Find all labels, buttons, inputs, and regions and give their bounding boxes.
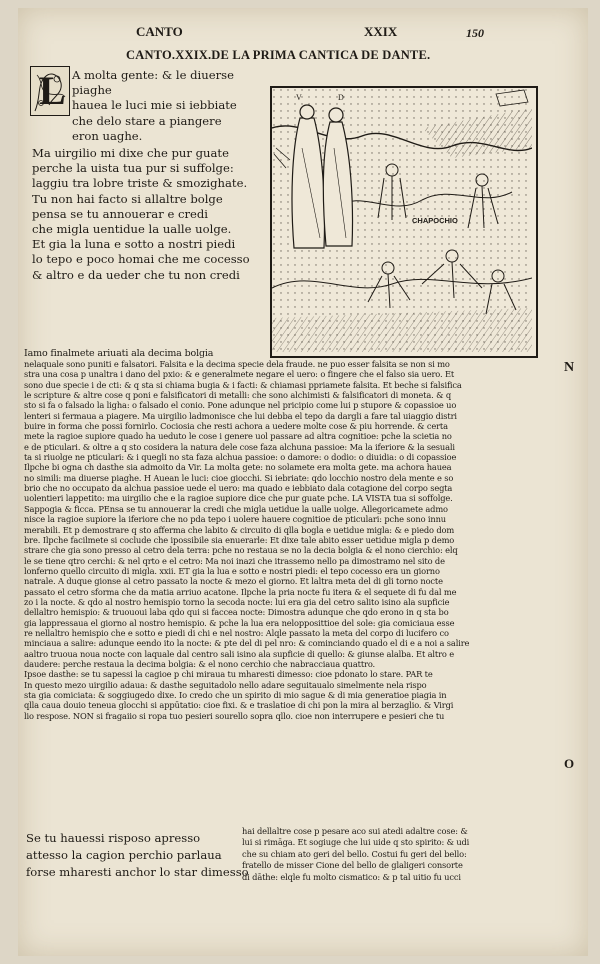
commentary-line: le se tiene qtro cerchi: & nel qrto e el cetro: Ma noi inazi che itrassemo nello pa dimostramo nel sito de (24, 555, 445, 566)
commentary-line: strare che gia sono presso al cetro dela terra: pche no restaua se no la decia bolgia & el nono cierchio: elq (24, 545, 458, 556)
verses-top (72, 68, 237, 144)
verses-top-cont (32, 146, 250, 283)
commentary-line: natrale. A duque gionse al cetro passato la nocte & mezo el giorno. Et laltra meta del di gli torno nocte (24, 576, 443, 587)
commentary-line: qlla caua douio teneua glocchi si appūtatio: cioe fixi. & e traslatioe di chi pon la mira al berzaglio. & Virgi (24, 700, 454, 711)
commentary-line: nisce la ragioe supiore la iferiore che no pda tepo i uolere hauere cognitioe de pticulari: pche sono innu (24, 514, 446, 525)
commentary-line: minciaua a salire: adunque eendo ito la nocte: & pte del di pel nro: & cominciando quado el di e a noi a salire (24, 638, 470, 649)
verse-line: perche la uista tua pur si suffolge: (32, 161, 234, 176)
woodcut-scene-icon (272, 88, 532, 352)
commentary-line: brio che no occupato da alchua passioe uede el uero: ma quado e iebbiato dala cotagione del corpo segta (24, 483, 453, 494)
commentary-line: bre. Ilpche facilmete si coclude che ipossibile sia enuerarle: Et dixe tale abito esser uetidue migla p demo (24, 534, 455, 545)
commentary-block (24, 348, 550, 721)
verse-line: Tu non hai facto si allaltre bolge (32, 191, 223, 206)
book-page (18, 8, 588, 956)
commentary-line: lio respose. NON si fragaiio si ropa tuo pesieri sourello sopra qllo. cioe non interrupere e pesieri che tu (24, 710, 445, 721)
woodcut-label: CHAPOCHIO (412, 216, 458, 225)
margin-letter-o: O (564, 756, 575, 771)
verse-line: Et gia la luna e sotto a nostri piedi (32, 237, 236, 252)
verse-line: che delo stare a piangere (72, 113, 222, 128)
verse-line: eron uaghe. (72, 128, 143, 143)
commentary-line: lui si rimāga. Et sogiuge che lui uide q sto spirito: & udi (242, 837, 470, 848)
commentary-line: sto si fa o falsado la ligha: o falsado el conio. Pone adunque nel pricipio come lui p stupore & copassioe uo (24, 400, 457, 411)
commentary-line: che su chiam ato geri del bello. Costui fu geri del bello: (242, 848, 467, 859)
commentary-right (242, 826, 552, 883)
verse-line: lo tepo e poco homai che me cocesso (32, 252, 250, 267)
commentary-line: le scripture & altre cose q poni e falsificatori di metalli: che sono alchimisti & falsificatori di moneta. & q (24, 390, 452, 401)
commentary-line: fratello de misser Cione del bello de glaligeri consorte (242, 860, 463, 871)
decorated-initial (30, 66, 70, 116)
commentary-line: zo i la nocte. & qdo al nostro hemispio torno la secoda nocte: lui era gia del cetro salito isino ala supficie (24, 596, 450, 607)
commentary-line: re nellaltro hemispio che e sotto e piedi di chi e nel nostro: Alqle passato la meta del corpo di lucifero co (24, 627, 449, 638)
verse-line: A molta gente: & le diuerse (72, 68, 234, 82)
canto-title: CANTO.XXIX.DE LA PRIMA CANTICA DE DANTE. (126, 48, 431, 62)
verse-line: piaghe (72, 83, 112, 98)
commentary-line: merabili. Et p demostrare q sto afferma che labito & circuito di qlla bogla e uetidue migla: & e piedo dom (24, 524, 455, 535)
running-header-right: XXIX (364, 24, 398, 39)
verse-line: pensa se tu annouerar e credi (32, 206, 209, 221)
margin-letter-n: N (564, 360, 575, 375)
commentary-line: mete la ragioe supiore quado ha ueduto le cose i genere uol passare ad altra cognitioe: pche la scietia no (24, 431, 452, 442)
commentary-line: gia lappressaua el giorno al nostro hemispio. & pche la lua era nelopposittioe del sole: gia comiciaua esse (24, 617, 455, 628)
commentary-line: Ipsoe dasthe: se tu sapessi la cagioe p chi miraua tu mharesti dimesso: cioe pdonato lo stare. PAR te (24, 669, 433, 680)
svg-text:V: V (296, 93, 302, 102)
woodcut-illustration (270, 86, 538, 358)
commentary-line: stra una cosa p unaltra i dano del pxio: & e generalmete negare el uero: o fingere che el falso sia uero. Et (24, 369, 455, 380)
verse-line: attesso la cagion perchio parlaua (26, 848, 222, 862)
commentary-line: nelaquale sono puniti e falsatori. Falsita e la decima specie dela fraude. ne puo esser falsita se non si mo (24, 359, 450, 369)
commentary-line: buire in forma che possi fornirlo. Cociosia che resti achora a uedere molte cose & piu horrende. & certa (24, 421, 448, 432)
commentary-line: ta si riuolge ne pticulari: & i quegli no sta faza alchua passioe: o damore: o dodio: o diuidia: o di copassioe (24, 452, 457, 463)
running-header-left: CANTO (136, 24, 183, 39)
commentary-line: Sappogia & ficca. PEnsa se tu annouerar la credi che migla uetidue la ualle uolge. Allegoricamete admo (24, 503, 448, 514)
commentary-line: no simili: ma diuerse piaghe. H Auean le luci: cioe giocchi. Si iebriate: qdo locchio nostro dela mente e so (24, 472, 454, 483)
commentary-line: daudere: perche restaua la decima bolgia: & el nono cerchio che nabracciaua quattro. (24, 658, 376, 669)
commentary-line: aaltro truoua noua nocte con laquale dal centro sali isino ala supficie di quello: & giunse alalba. Et altro e (24, 648, 455, 659)
verse-line: forse mharesti anchor lo star dimesso (26, 865, 249, 879)
commentary-line: lonferno quello circuito di migla. xxii. ET gia la lua e sotto e nostri piedi: el tepo cocesso era un giorno (24, 565, 440, 576)
commentary-line: uolentieri lappetito: ma uirgilio che e la ragioe supiore dice che pur guate pche. LA VISTA tua si soffolge. (24, 493, 453, 504)
verse-line: Ma uirgilio mi dixe che pur guate (32, 146, 229, 160)
commentary-line: Ilpche bi ogna ch dasthe sia admoito da Vir. La molta gete: no solamete era molta gete. ma achora hauea (24, 462, 452, 473)
verse-line: hauea le luci mie si iebbiate (72, 98, 237, 113)
folio-number: 150 (466, 26, 484, 40)
commentary-line: di dāthe: elqle fu molto cismatico: & p tal uitio fu ucci (242, 871, 461, 882)
commentary-line: hai dellaltre cose p pesare aco sui atedi adaltre cose: & (242, 826, 468, 836)
commentary-line: sta gia comiciata: & soggiugedo dixe. Io credo che un spirito di mio sague & di mia generatioe piagia in (24, 690, 447, 700)
commentary-line: In questo mezo uirgilio adaua: & dasthe seguitadolo nello adare seguitaualo simelmente nela rispo (24, 679, 427, 690)
commentary-line: sono due specie i de cti: & q sta si chiama bugia & i facti: & chiamasi ppriamete falsita. Et beche si falsifica (24, 379, 462, 390)
svg-text:D: D (338, 93, 344, 102)
commentary-line: e de pticulari. & oltre a q sto cosidera la natura dele cose faza alchuna passioe: Ma la iferiore & la sesuali (24, 441, 455, 452)
verses-bottom (26, 830, 249, 881)
initial-letter: L (39, 68, 66, 113)
commentary-line: lenteri si fermaua a piagere. Ma uirgilio ladmonisce che lui debba el tepo da dargli a fare tal uiaggio distri (24, 410, 457, 421)
commentary-line: Iamo finalmete ariuati ala decima bolgia (24, 348, 214, 359)
verse-line: Se tu hauessi risposo apresso (26, 831, 201, 845)
verse-line: & altro e da ueder che tu non credi (32, 267, 240, 282)
verse-line: che migla uentidue la ualle uolge. (32, 222, 232, 237)
commentary-line: passato el cetro sforma che da matia arriuo acatone. Ilpche la pria nocte fu itera & el sequete di fu dal me (24, 586, 457, 597)
commentary-line: dellaltro hemispio: & truououi laba qdo qui si faccea nocte: Dimostra adunque che qdo erono in q sta bo (24, 607, 449, 618)
verse-line: laggiu tra lobre triste & smozighate. (32, 176, 248, 191)
